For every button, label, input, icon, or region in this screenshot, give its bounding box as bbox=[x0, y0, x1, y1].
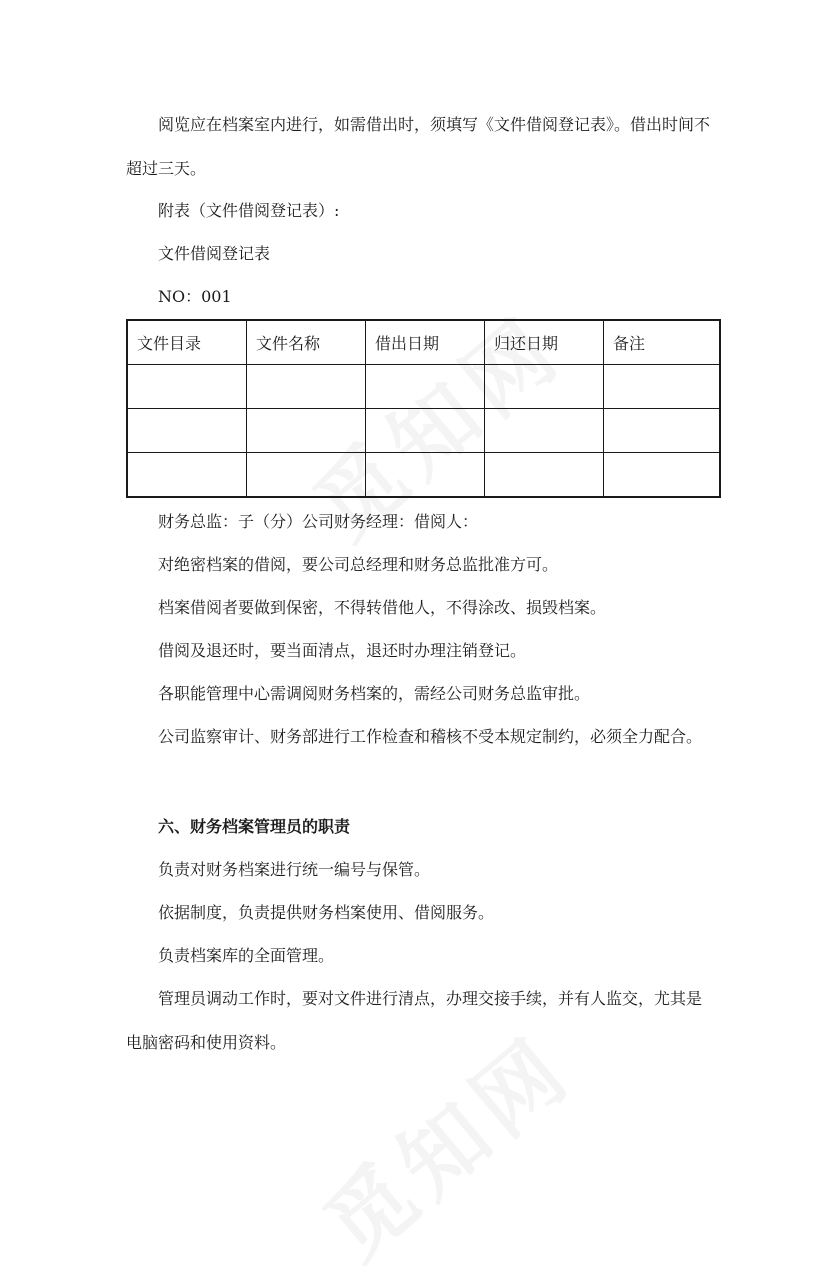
audit-paragraph: 公司监察审计、财务部进行工作检查和稽核不受本规定制约，必须全力配合。 bbox=[158, 727, 703, 746]
table-cell bbox=[485, 453, 604, 498]
table-header-cell: 文件目录 bbox=[127, 320, 247, 365]
duty-management-paragraph: 负责档案库的全面管理。 bbox=[158, 946, 335, 965]
department-access-paragraph: 各职能管理中心需调阅财务档案的，需经公司财务总监审批。 bbox=[158, 684, 591, 703]
table-cell bbox=[127, 365, 247, 409]
table-cell bbox=[485, 365, 604, 409]
table-cell bbox=[366, 453, 485, 498]
table-cell bbox=[127, 409, 247, 453]
signature-line: 财务总监：子（分）公司财务经理：借阅人： bbox=[158, 512, 479, 531]
table-row bbox=[127, 453, 720, 498]
table-row bbox=[127, 409, 720, 453]
table-cell bbox=[247, 453, 366, 498]
appendix-label: 附表（文件借阅登记表）: bbox=[158, 201, 340, 220]
table-header-cell: 借出日期 bbox=[366, 320, 485, 365]
duty-service-paragraph: 依据制度，负责提供财务档案使用、借阅服务。 bbox=[158, 903, 495, 922]
return-check-paragraph: 借阅及退还时，要当面清点，退还时办理注销登记。 bbox=[158, 641, 527, 660]
duty-numbering-paragraph: 负责对财务档案进行统一编号与保管。 bbox=[158, 860, 431, 879]
form-title: 文件借阅登记表 bbox=[158, 244, 271, 263]
table-cell bbox=[604, 453, 721, 498]
table-header-cell: 归还日期 bbox=[485, 320, 604, 365]
table-cell bbox=[485, 409, 604, 453]
table-cell bbox=[604, 409, 721, 453]
confidentiality-paragraph: 档案借阅者要做到保密，不得转借他人，不得涂改、损毁档案。 bbox=[158, 598, 607, 617]
borrow-register-table bbox=[126, 319, 721, 498]
classified-approval-paragraph: 对绝密档案的借阅，要公司总经理和财务总监批准方可。 bbox=[158, 555, 559, 574]
form-number: NO：001 bbox=[158, 287, 232, 306]
table-header-cell: 备注 bbox=[604, 320, 721, 365]
table-cell bbox=[366, 365, 485, 409]
table-row bbox=[127, 365, 720, 409]
table-cell bbox=[247, 409, 366, 453]
table-header-row bbox=[127, 320, 720, 365]
reading-rule-paragraph: 阅览应在档案室内进行，如需借出时，须填写《文件借阅登记表》。借出时间不超过三天。 bbox=[126, 115, 711, 178]
table-cell bbox=[366, 409, 485, 453]
duty-handover-paragraph: 管理员调动工作时，要对文件进行清点，办理交接手续，并有人监交，尤其是电脑密码和使用资料。 bbox=[126, 989, 703, 1052]
section-heading: 六、财务档案管理员的职责 bbox=[158, 817, 351, 836]
table-cell bbox=[604, 365, 721, 409]
table-header-cell: 文件名称 bbox=[247, 320, 366, 365]
table-cell bbox=[247, 365, 366, 409]
table-cell bbox=[127, 453, 247, 498]
